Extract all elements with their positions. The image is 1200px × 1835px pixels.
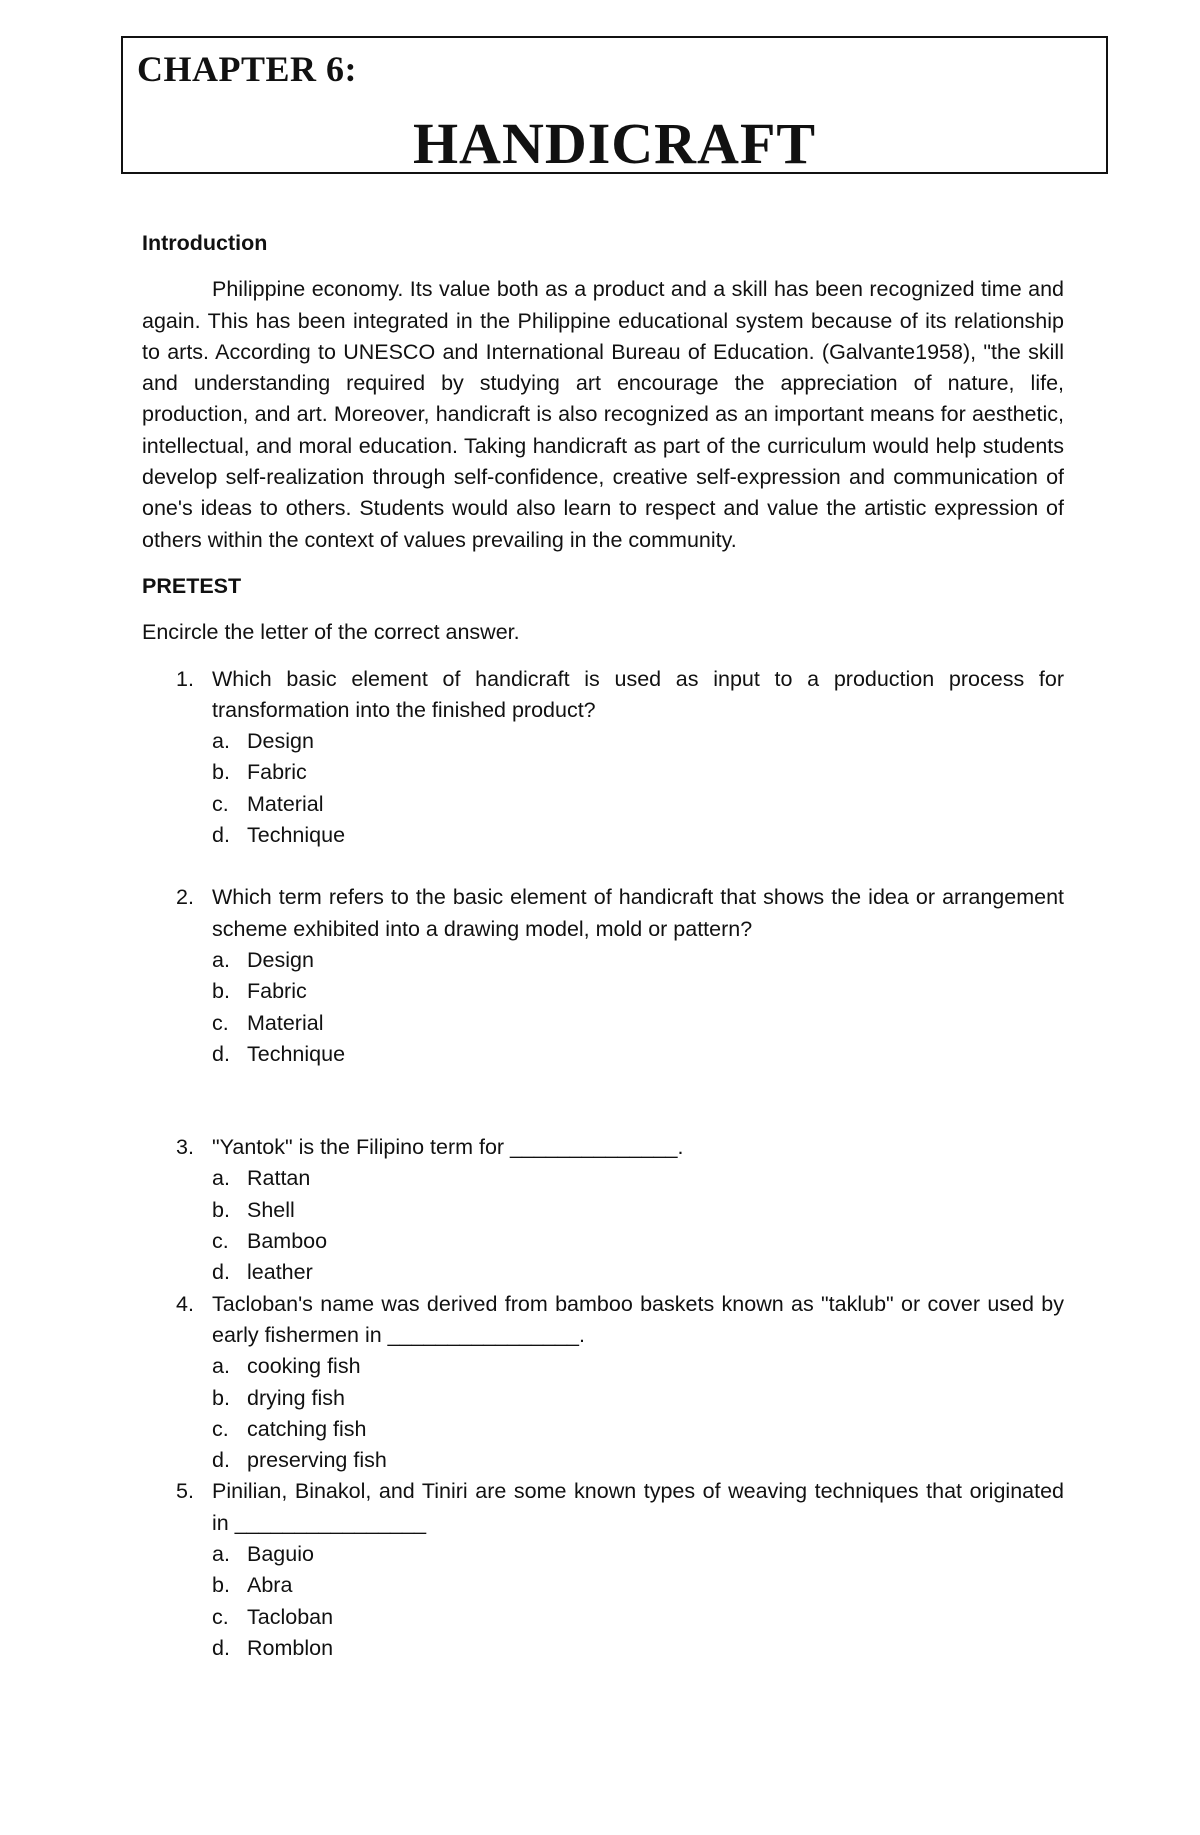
- option-letter[interactable]: c.: [212, 1416, 229, 1441]
- option-a[interactable]: [212, 1351, 1064, 1382]
- option-letter[interactable]: d.: [212, 1635, 230, 1660]
- option-d[interactable]: [212, 1039, 1064, 1070]
- option-text: Rattan: [247, 1166, 311, 1191]
- question-list: [142, 664, 1064, 1665]
- question-number: 5.: [176, 1479, 194, 1504]
- option-text: Material: [247, 1010, 324, 1035]
- option-text: Fabric: [247, 760, 307, 785]
- option-text: Technique: [247, 823, 346, 848]
- option-list: [212, 1351, 1064, 1476]
- option-text: Fabric: [247, 979, 307, 1004]
- option-c[interactable]: [212, 1414, 1064, 1445]
- document-body: [142, 228, 1064, 1664]
- option-b[interactable]: [212, 1195, 1064, 1226]
- option-text: Abra: [247, 1573, 293, 1598]
- question-1: [142, 664, 1064, 852]
- option-a[interactable]: [212, 726, 1064, 757]
- option-d[interactable]: [212, 820, 1064, 851]
- option-list: [212, 1539, 1064, 1664]
- question-number: 4.: [176, 1291, 194, 1316]
- option-letter[interactable]: d.: [212, 1260, 230, 1285]
- option-text: Baguio: [247, 1541, 314, 1566]
- option-letter[interactable]: a.: [212, 729, 230, 754]
- option-text: Material: [247, 791, 324, 816]
- option-text: catching fish: [247, 1416, 367, 1441]
- option-letter[interactable]: a.: [212, 1541, 230, 1566]
- option-letter[interactable]: d.: [212, 823, 230, 848]
- intro-heading: Introduction: [142, 231, 268, 255]
- chapter-label: CHAPTER 6:: [137, 49, 357, 89]
- chapter-title-box: [121, 36, 1108, 174]
- pretest-instruction: Encircle the letter of the correct answer.: [142, 620, 520, 645]
- option-b[interactable]: [212, 757, 1064, 788]
- pretest-heading: PRETEST: [142, 573, 242, 598]
- option-letter[interactable]: c.: [212, 1010, 229, 1035]
- option-letter[interactable]: b.: [212, 979, 230, 1004]
- option-letter[interactable]: a.: [212, 947, 230, 972]
- option-text: leather: [247, 1260, 313, 1285]
- option-letter[interactable]: b.: [212, 1573, 230, 1598]
- question-4: [142, 1289, 1064, 1477]
- option-text: Tacloban: [247, 1604, 334, 1629]
- option-letter[interactable]: c.: [212, 791, 229, 816]
- option-text: Design: [247, 729, 314, 754]
- question-2: [142, 882, 1064, 1070]
- option-letter[interactable]: a.: [212, 1166, 230, 1191]
- option-text: preserving fish: [247, 1448, 387, 1473]
- option-c[interactable]: [212, 1008, 1064, 1039]
- option-b[interactable]: [212, 1383, 1064, 1414]
- question-text: Which term refers to the basic element of handicraft that shows the idea or arrangement scheme exhibited into a drawing model, mold or pattern?: [212, 885, 1064, 941]
- option-letter[interactable]: c.: [212, 1604, 229, 1629]
- option-text: drying fish: [247, 1385, 345, 1410]
- option-letter[interactable]: a.: [212, 1354, 230, 1379]
- option-text: Romblon: [247, 1635, 334, 1660]
- question-text: Pinilian, Binakol, and Tiniri are some known types of weaving techniques that originated in ________________: [212, 1479, 1064, 1535]
- question-text: Tacloban's name was derived from bamboo baskets known as "taklub" or cover used by early fishermen in ________________.: [212, 1291, 1064, 1347]
- option-d[interactable]: [212, 1257, 1064, 1288]
- question-3: [142, 1132, 1064, 1288]
- question-number: 2.: [176, 885, 194, 910]
- option-text: Bamboo: [247, 1229, 328, 1254]
- option-c[interactable]: [212, 1602, 1064, 1633]
- option-letter[interactable]: d.: [212, 1448, 230, 1473]
- option-text: Technique: [247, 1041, 346, 1066]
- option-letter[interactable]: b.: [212, 1385, 230, 1410]
- question-text: "Yantok" is the Filipino term for ______________.: [212, 1135, 684, 1160]
- option-text: Design: [247, 947, 314, 972]
- option-a[interactable]: [212, 945, 1064, 976]
- option-d[interactable]: [212, 1445, 1064, 1476]
- intro-paragraph: Philippine economy. Its value both as a product and a skill has been recognized time and again. This has been integrated in the Philippine educational system because of its relationship to arts. According to UNESCO and International Bureau of Education. (Galvante1958), "the skill and understanding required by studying art encourage the appreciation of nature, life, production, and art. Moreover, handicraft is also recognized as an important means for aesthetic, intellectual, and moral education. Taking handicraft as part of the curriculum would help students develop self-realization through self-confidence, creative self-expression and communication of one's ideas to others. Students would also learn to respect and value the artistic expression of others within the context of values prevailing in the community.: [142, 277, 1064, 552]
- option-b[interactable]: [212, 976, 1064, 1007]
- option-letter[interactable]: d.: [212, 1041, 230, 1066]
- option-text: Shell: [247, 1197, 295, 1222]
- question-number: 3.: [176, 1135, 194, 1160]
- option-list: [212, 1163, 1064, 1288]
- question-5: [142, 1476, 1064, 1664]
- option-letter[interactable]: b.: [212, 1197, 230, 1222]
- question-text: Which basic element of handicraft is used as input to a production process for transformation into the finished product?: [212, 666, 1064, 722]
- option-list: [212, 726, 1064, 851]
- chapter-title: HANDICRAFT: [412, 111, 817, 176]
- option-c[interactable]: [212, 789, 1064, 820]
- question-number: 1.: [176, 666, 194, 691]
- option-letter[interactable]: c.: [212, 1229, 229, 1254]
- option-list: [212, 945, 1064, 1070]
- option-a[interactable]: [212, 1163, 1064, 1194]
- option-b[interactable]: [212, 1570, 1064, 1601]
- option-a[interactable]: [212, 1539, 1064, 1570]
- option-letter[interactable]: b.: [212, 760, 230, 785]
- option-d[interactable]: [212, 1633, 1064, 1664]
- option-text: cooking fish: [247, 1354, 361, 1379]
- option-c[interactable]: [212, 1226, 1064, 1257]
